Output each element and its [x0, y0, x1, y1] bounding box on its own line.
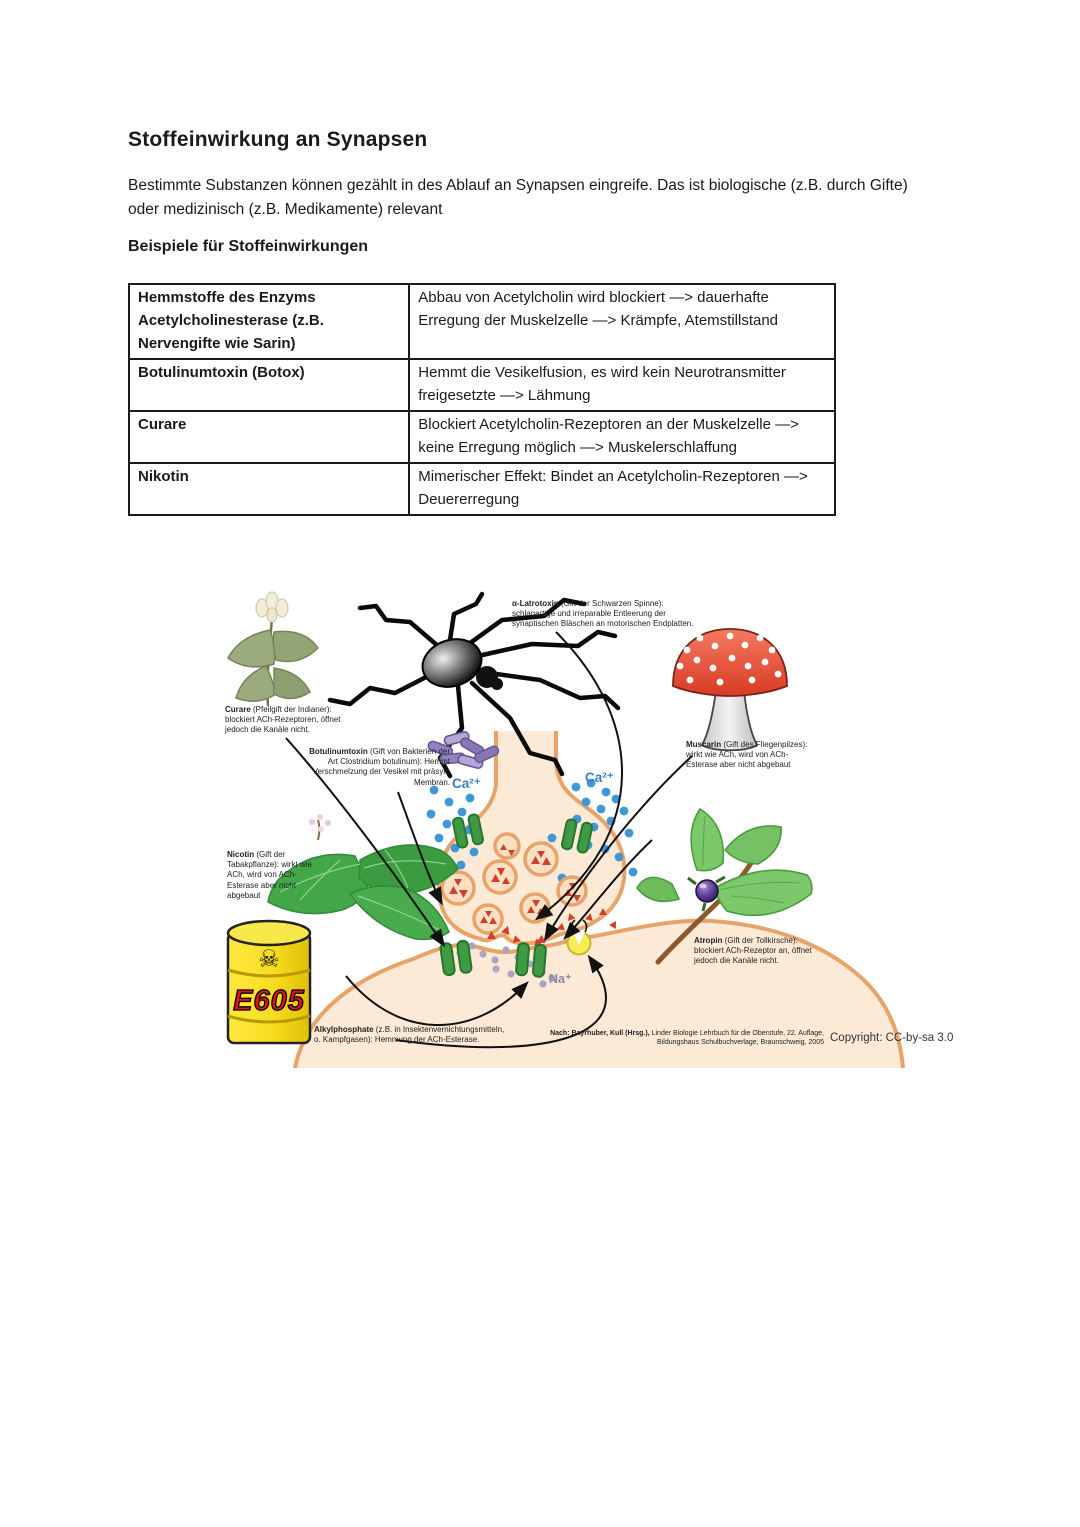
caption-rest: (Gift der Schwarzen Spinne): schlagartige und irreparable Entleerung der synaptischen Bläschen an motorischen Endplatten. — [512, 599, 694, 629]
synapse-diagram — [200, 588, 960, 1068]
caption-rest: (Gift von Bakterien der Art Clostridium botulinum): Hemmt Verschmelzung der Vesikel mit präsyn. Membran. — [312, 747, 450, 787]
caption-lead: Alkylphosphate — [314, 1025, 374, 1034]
na-label: Na⁺ — [549, 972, 572, 986]
citation — [548, 1029, 824, 1048]
nicotin-caption — [227, 850, 325, 901]
substance-cell: Botulinumtoxin (Botox) — [129, 359, 409, 411]
caption-lead: Curare — [225, 705, 251, 714]
caption-lead: α-Latrotoxin — [512, 599, 559, 608]
curare-caption — [225, 705, 343, 736]
effect-cell: Abbau von Acetylcholin wird blockiert —> dauerhafte Erregung der Muskelzelle —> Krämpfe, Atemstillstand — [409, 284, 835, 359]
caption-lead: Botulinumtoxin — [309, 747, 368, 756]
examples-heading: Beispiele für Stoffeinwirkungen — [128, 238, 369, 255]
citation-rest: Linder Biologie Lehrbuch für die Oberstufe, 22. Auflage, Bildungshaus Schulbuchverlage, Braunschweig, 2005 — [649, 1030, 824, 1047]
effects-table — [128, 283, 836, 516]
poison-barrel-icon — [228, 921, 310, 1043]
effect-cell: Hemmt die Vesikelfusion, es wird kein Neurotransmitter freigesetzte —> Lähmung — [409, 359, 835, 411]
mushroom-icon — [673, 629, 787, 750]
caption-rest: (Pfeilgift der Indianer): blockiert ACh-Rezeptoren, öffnet jedoch die Kanäle nicht. — [225, 705, 341, 735]
caption-rest: (Gift des Fliegenpilzes): wirkt wie ACh, wird von ACh-Esterase aber nicht abgebaut — [686, 740, 808, 770]
table-row — [129, 463, 835, 515]
table-row — [129, 359, 835, 411]
barrel-label: E605 — [233, 985, 305, 1017]
table-row — [129, 284, 835, 359]
substance-cell: Hemmstoffe des Enzyms Acetylcholinesterase (z.B. Nervengifte wie Sarin) — [129, 284, 409, 359]
alkylphosphate-caption — [314, 1025, 506, 1045]
page-title: Stoffeinwirkung an Synapsen — [128, 128, 428, 151]
substance-cell: Nikotin — [129, 463, 409, 515]
caption-rest: (Gift der Tabakpflanze): wirkt wie ACh, wird von ACh-Esterase aber nicht abgebaut — [227, 850, 312, 900]
substance-cell: Curare — [129, 411, 409, 463]
table-row — [129, 411, 835, 463]
latrotoxin-caption — [512, 599, 708, 630]
intro-paragraph: Bestimmte Substanzen können gezählt in des Ablauf an Synapsen eingreife. Das ist biologische (z.B. durch Gifte) oder medizinisch (z.B. Medikamente) relevant — [128, 177, 908, 219]
skull-icon: ☠ — [258, 946, 280, 973]
caption-lead: Nicotin — [227, 850, 255, 859]
ca-right-label: Ca²⁺ — [585, 770, 614, 785]
effect-cell: Blockiert Acetylcholin-Rezeptoren an der Muskelzelle —> keine Erregung möglich —> Muskelerschlaffung — [409, 411, 835, 463]
botulinum-caption — [300, 747, 450, 788]
citation-lead: Nach: Bayrhuber, Kull (Hrsg.), — [550, 1030, 650, 1037]
effect-cell: Mimerischer Effekt: Bindet an Acetylcholin-Rezeptoren —> Deuererregung — [409, 463, 835, 515]
curare-plant-icon — [228, 592, 318, 706]
atropin-caption — [694, 936, 818, 967]
diagram-illustration — [200, 588, 960, 1068]
caption-rest: (Gift der Tollkirsche): blockiert ACh-Rezeptor an, öffnet jedoch die Kanäle nicht. — [694, 936, 812, 966]
caption-rest: (z.B. in Insektenvernichtungsmitteln, o. Kampfgasen): Hemmung der ACh-Esterase. — [314, 1025, 505, 1045]
ca-left-label: Ca²⁺ — [452, 776, 481, 791]
copyright-note: Copyright: CC-by-sa 3.0 — [830, 1032, 954, 1044]
muscarin-caption — [686, 740, 814, 771]
caption-lead: Muscarin — [686, 740, 722, 749]
caption-lead: Atropin — [694, 936, 723, 945]
